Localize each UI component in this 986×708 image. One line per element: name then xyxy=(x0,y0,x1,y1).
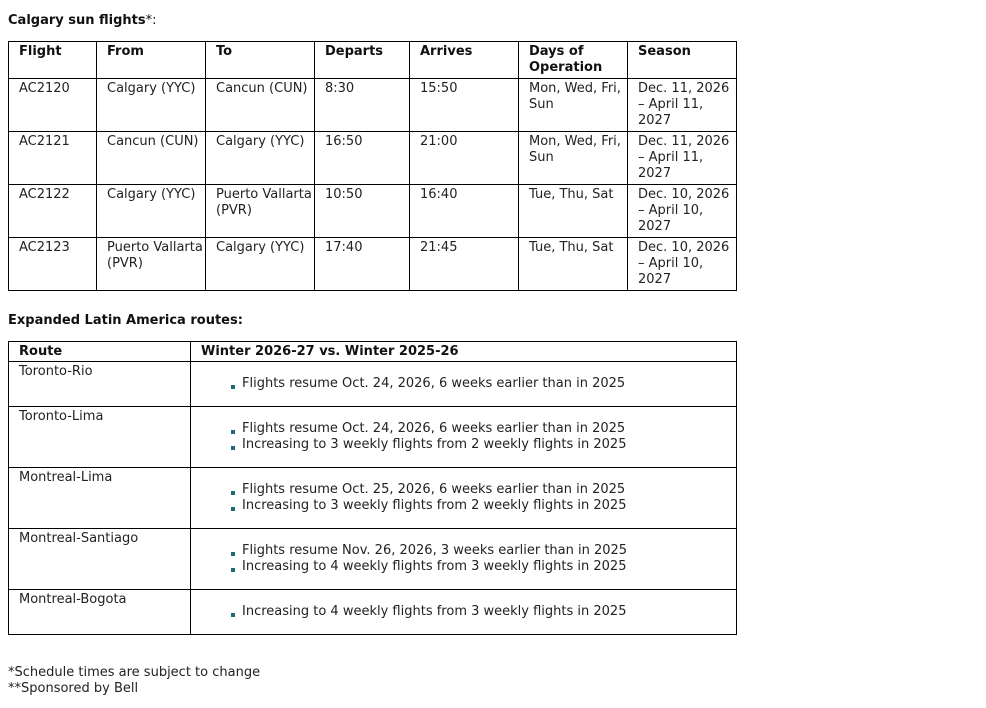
note-text: Increasing to 3 weekly flights from 2 weekly flights in 2025 xyxy=(242,498,627,513)
note-text: Flights resume Oct. 25, 2026, 6 weeks earlier than in 2025 xyxy=(242,482,626,497)
bullet-icon xyxy=(231,507,235,511)
note-text: Flights resume Nov. 26, 2026, 3 weeks earlier than in 2025 xyxy=(242,543,628,558)
cell-to: Calgary (YYC) xyxy=(206,132,315,185)
cell-from: Calgary (YYC) xyxy=(97,185,206,238)
bullet-icon xyxy=(231,568,235,572)
bullet-icon xyxy=(231,613,235,617)
table-row xyxy=(9,407,737,468)
latin-routes-table xyxy=(8,341,737,635)
header-departs: Departs xyxy=(315,42,410,79)
cell-notes xyxy=(191,529,737,590)
list-item xyxy=(231,437,732,453)
header-arrives: Arrives xyxy=(410,42,519,79)
cell-from: Puerto Vallarta (PVR) xyxy=(97,238,206,291)
bullet-icon xyxy=(231,430,235,434)
cell-flight: AC2120 xyxy=(9,79,97,132)
cell-arrives: 15:50 xyxy=(410,79,519,132)
cell-days: Mon, Wed, Fri, Sun xyxy=(519,132,628,185)
notes-list xyxy=(201,376,732,392)
table-row xyxy=(9,362,737,407)
header-flight: Flight xyxy=(9,42,97,79)
list-item xyxy=(231,421,732,437)
header-route: Route xyxy=(9,342,191,362)
latin-routes-title: Expanded Latin America routes: xyxy=(8,313,243,328)
cell-departs: 16:50 xyxy=(315,132,410,185)
cell-notes xyxy=(191,590,737,635)
cell-notes xyxy=(191,468,737,529)
cell-days: Tue, Thu, Sat xyxy=(519,185,628,238)
sun-flights-title-text: Calgary sun flights xyxy=(8,13,146,28)
cell-route: Montreal-Lima xyxy=(9,468,191,529)
header-winter-comparison: Winter 2026-27 vs. Winter 2025-26 xyxy=(191,342,737,362)
sun-flights-header-row xyxy=(9,42,737,79)
header-to: To xyxy=(206,42,315,79)
note-text: Flights resume Oct. 24, 2026, 6 weeks earlier than in 2025 xyxy=(242,421,626,436)
notes-list xyxy=(201,482,732,514)
cell-flight: AC2123 xyxy=(9,238,97,291)
note-text: Increasing to 3 weekly flights from 2 weekly flights in 2025 xyxy=(242,437,627,452)
cell-from: Cancun (CUN) xyxy=(97,132,206,185)
sun-flights-title-suffix: *: xyxy=(145,13,157,28)
note-text: Increasing to 4 weekly flights from 3 weekly flights in 2025 xyxy=(242,604,627,619)
table-row xyxy=(9,132,737,185)
footnote-sponsor: **Sponsored by Bell xyxy=(8,681,139,696)
table-row xyxy=(9,185,737,238)
notes-list xyxy=(201,543,732,575)
cell-notes xyxy=(191,407,737,468)
note-text: Flights resume Oct. 24, 2026, 6 weeks earlier than in 2025 xyxy=(242,376,626,391)
list-item xyxy=(231,482,732,498)
cell-route: Toronto-Rio xyxy=(9,362,191,407)
cell-departs: 17:40 xyxy=(315,238,410,291)
cell-to: Cancun (CUN) xyxy=(206,79,315,132)
cell-season: Dec. 10, 2026 – April 10, 2027 xyxy=(628,185,737,238)
cell-days: Tue, Thu, Sat xyxy=(519,238,628,291)
cell-arrives: 21:00 xyxy=(410,132,519,185)
cell-season: Dec. 11, 2026 – April 11, 2027 xyxy=(628,132,737,185)
notes-list xyxy=(201,421,732,453)
cell-arrives: 21:45 xyxy=(410,238,519,291)
list-item xyxy=(231,498,732,514)
cell-route: Montreal-Bogota xyxy=(9,590,191,635)
cell-route: Toronto-Lima xyxy=(9,407,191,468)
table-row xyxy=(9,468,737,529)
cell-flight: AC2122 xyxy=(9,185,97,238)
bullet-icon xyxy=(231,552,235,556)
notes-list xyxy=(201,604,732,620)
bullet-icon xyxy=(231,491,235,495)
cell-days: Mon, Wed, Fri, Sun xyxy=(519,79,628,132)
cell-notes xyxy=(191,362,737,407)
header-from: From xyxy=(97,42,206,79)
cell-departs: 8:30 xyxy=(315,79,410,132)
header-season: Season xyxy=(628,42,737,79)
sun-flights-table xyxy=(8,41,737,291)
latin-routes-header-row xyxy=(9,342,737,362)
table-row xyxy=(9,238,737,291)
header-days-of-operation: Days of Operation xyxy=(519,42,628,79)
table-row xyxy=(9,79,737,132)
bullet-icon xyxy=(231,385,235,389)
list-item xyxy=(231,543,732,559)
list-item xyxy=(231,376,732,392)
cell-flight: AC2121 xyxy=(9,132,97,185)
bullet-icon xyxy=(231,446,235,450)
cell-from: Calgary (YYC) xyxy=(97,79,206,132)
cell-season: Dec. 10, 2026 – April 10, 2027 xyxy=(628,238,737,291)
list-item xyxy=(231,559,732,575)
cell-arrives: 16:40 xyxy=(410,185,519,238)
cell-to: Puerto Vallarta (PVR) xyxy=(206,185,315,238)
cell-route: Montreal-Santiago xyxy=(9,529,191,590)
note-text: Increasing to 4 weekly flights from 3 weekly flights in 2025 xyxy=(242,559,627,574)
list-item xyxy=(231,604,732,620)
cell-to: Calgary (YYC) xyxy=(206,238,315,291)
table-row xyxy=(9,529,737,590)
footnote-schedule: *Schedule times are subject to change xyxy=(8,665,261,680)
sun-flights-title xyxy=(8,13,157,29)
cell-departs: 10:50 xyxy=(315,185,410,238)
cell-season: Dec. 11, 2026 – April 11, 2027 xyxy=(628,79,737,132)
table-row xyxy=(9,590,737,635)
footnotes xyxy=(8,665,260,697)
